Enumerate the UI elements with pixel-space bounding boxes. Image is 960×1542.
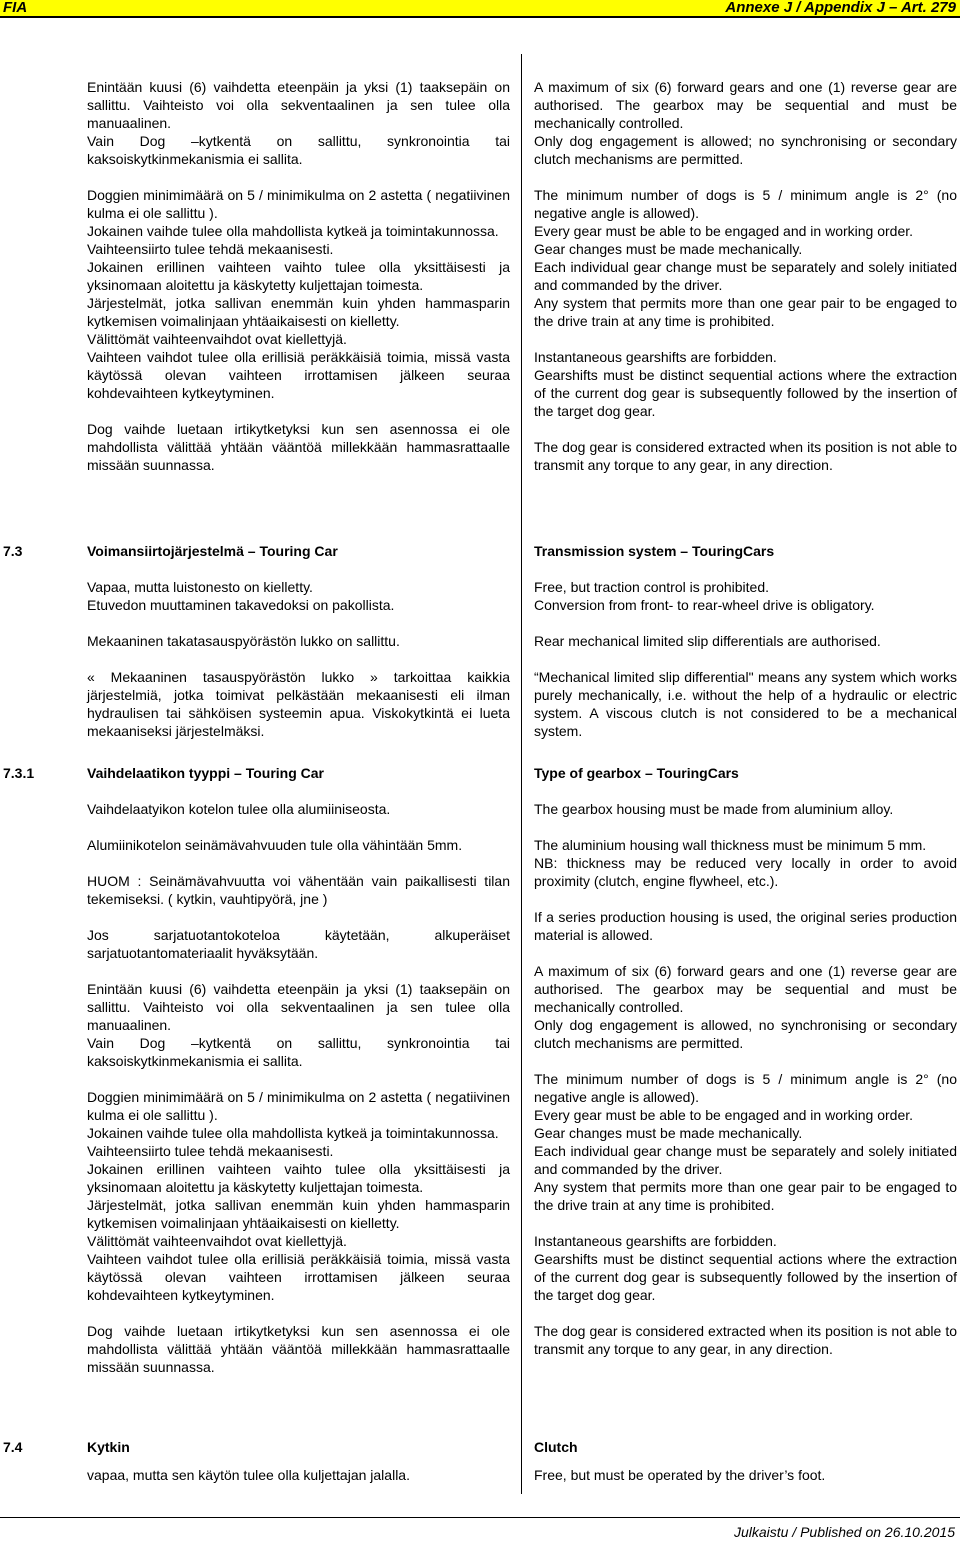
- section-7-4-fi: [87, 1438, 510, 1484]
- paragraph-gap: [87, 168, 510, 186]
- paragraph: NB: thickness may be reduced very locally in order to avoid proximity (clutch, engine flywheel, etc.).: [534, 855, 957, 889]
- column-divider: [521, 54, 522, 1494]
- paragraph: The gearbox housing must be made from aluminium alloy.: [534, 801, 894, 817]
- paragraph-gap: [534, 890, 957, 908]
- paragraph: Each individual gear change must be separately and solely initiated and commanded by the driver.: [534, 259, 957, 293]
- paragraph: Mekaaninen takatasauspyörästön lukko on sallittu.: [87, 633, 400, 649]
- paragraph: Dog vaihde luetaan irtikytketyksi kun sen asennossa ei ole mahdollista välittää yhtään vääntöä millekkään hammasrattaalle missään suunnassa.: [87, 1323, 510, 1375]
- paragraph: Instantaneous gearshifts are forbidden.: [534, 1233, 777, 1249]
- paragraph: Enintään kuusi (6) vaihdetta eteenpäin ja yksi (1) taaksepäin on sallittu. Vaihteisto voi olla sekventaalinen ja sen tulee olla manuaalinen.: [87, 79, 510, 131]
- paragraph: Jokainen erillinen vaihteen vaihto tulee olla yksittäisesti ja yksinomaan aloitettu ja käskytetty kuljettajan toimesta.: [87, 1161, 510, 1195]
- paragraph: Rear mechanical limited slip differentials are authorised.: [534, 633, 881, 649]
- paragraph: The minimum number of dogs is 5 / minimum angle is 2° (no negative angle is allowed).: [534, 1071, 957, 1105]
- paragraph: Jokainen erillinen vaihteen vaihto tulee olla yksittäisesti ja yksinomaan aloitettu ja käskytetty kuljettajan toimesta.: [87, 259, 510, 293]
- paragraph: Doggien minimimäärä on 5 / minimikulma on 2 astetta ( negatiivinen kulma ei ole sallittu ).: [87, 187, 510, 221]
- paragraph: If a series production housing is used, the original series production material is allowed.: [534, 909, 957, 943]
- paragraph: Vain Dog –kytkentä on sallittu, synkronointia tai kaksoiskytkinmekanismia ei sallita.: [87, 133, 510, 167]
- header-left: FIA: [3, 0, 28, 16]
- paragraph-gap: [534, 1214, 957, 1232]
- paragraph: Free, but must be operated by the driver’s foot.: [534, 1467, 826, 1483]
- paragraph: Each individual gear change must be separately and solely initiated and commanded by the driver.: [534, 1143, 957, 1177]
- paragraph-gap: [87, 962, 510, 980]
- section-number: 7.4: [3, 1439, 23, 1455]
- paragraph: Only dog engagement is allowed, no synchronising or secondary clutch mechanisms are permitted.: [534, 1017, 957, 1051]
- section-7-3-1-fi: [87, 764, 510, 1376]
- paragraph: Any system that permits more than one gear pair to be engaged to the drive train at any time is prohibited.: [534, 295, 957, 329]
- paragraph: Gear changes must be made mechanically.: [534, 241, 803, 257]
- paragraph: Free, but traction control is prohibited.: [534, 579, 770, 595]
- section-7-4-en: [534, 1438, 957, 1484]
- paragraph: Alumiinikotelon seinämävahvuuden tule olla vähintään 5mm.: [87, 837, 463, 853]
- paragraph-gap: [534, 330, 957, 348]
- page-header-bar: [0, 0, 960, 18]
- paragraph: A maximum of six (6) forward gears and one (1) reverse gear are authorised. The gearbox may be sequential and must be mechanically controlled.: [534, 963, 957, 1015]
- paragraph: The minimum number of dogs is 5 / minimum angle is 2° (no negative angle is allowed).: [534, 187, 957, 221]
- section-7-4-fi-body: [87, 1466, 510, 1484]
- section-title-en: Type of gearbox – TouringCars: [534, 765, 739, 781]
- section-number: 7.3.1: [3, 765, 35, 781]
- paragraph: « Mekaaninen tasauspyörästön lukko » tarkoittaa kaikkia järjestelmiä, jotka toimivat pelkästään mekaanisesti eli ilman hydraulisen tai sähköisen systeemin apua. Viskokytkintä ei lueta mekaaniseksi järjestelmäksi.: [87, 669, 510, 739]
- paragraph: Conversion from front- to rear-wheel drive is obligatory.: [534, 597, 875, 613]
- paragraph: Jokainen vaihde tulee olla mahdollista kytkeä ja toimintakunnossa.: [87, 223, 499, 239]
- section-title-fi: Voimansiirtojärjestelmä – Touring Car: [87, 543, 338, 559]
- paragraph-gap: [87, 614, 510, 632]
- section-7-3-1-en: [534, 764, 957, 1358]
- section-7-3-en: [534, 542, 957, 740]
- paragraph: Vain Dog –kytkentä on sallittu, synkronointia tai kaksoiskytkinmekanismia ei sallita.: [87, 1035, 510, 1069]
- paragraph: Every gear must be able to be engaged and in working order.: [534, 223, 914, 239]
- paragraph: Vaihteensiirto tulee tehdä mekaanisesti.: [87, 241, 334, 257]
- paragraph: Any system that permits more than one gear pair to be engaged to the drive train at any time is prohibited.: [534, 1179, 957, 1213]
- paragraph-gap: [87, 650, 510, 668]
- footer-published: Julkaistu / Published on 26.10.2015: [733, 1524, 955, 1540]
- section-7-3-en-body: [534, 578, 957, 740]
- paragraph-gap: [87, 1304, 510, 1322]
- section-title-en: Clutch: [534, 1439, 578, 1455]
- paragraph: Gearshifts must be distinct sequential actions where the extraction of the current dog gear is subsequently followed by the insertion of the target dog gear.: [534, 1251, 957, 1303]
- paragraph: Instantaneous gearshifts are forbidden.: [534, 349, 777, 365]
- section-number: 7.3: [3, 543, 23, 559]
- paragraph-gap: [534, 1052, 957, 1070]
- paragraph-gap: [87, 854, 510, 872]
- paragraph-gap: [87, 818, 510, 836]
- paragraph: Välittömät vaihteenvaihdot ovat kiellettyjä.: [87, 1233, 347, 1249]
- paragraph: Every gear must be able to be engaged and in working order.: [534, 1107, 914, 1123]
- section-7-3-fi: [87, 542, 510, 740]
- paragraph: Jokainen vaihde tulee olla mahdollista kytkeä ja toimintakunnossa.: [87, 1125, 499, 1141]
- paragraph: Järjestelmät, jotka sallivan enemmän kuin yhden hammasparin kytkemisen voimalinjaan yhtäaikaisesti on kielletty.: [87, 1197, 510, 1231]
- paragraph-gap: [534, 944, 957, 962]
- paragraph: Gear changes must be made mechanically.: [534, 1125, 803, 1141]
- paragraph: Etuvedon muuttaminen takavedoksi on pakollista.: [87, 597, 395, 613]
- section-title-en: Transmission system – TouringCars: [534, 543, 775, 559]
- paragraph: Enintään kuusi (6) vaihdetta eteenpäin ja yksi (1) taaksepäin on sallittu. Vaihteisto voi olla sekventaalinen ja sen tulee olla manuaalinen.: [87, 981, 510, 1033]
- section-title-fi: Vaihdelaatikon tyyppi – Touring Car: [87, 765, 325, 781]
- paragraph: Only dog engagement is allowed; no synchronising or secondary clutch mechanisms are permitted.: [534, 133, 957, 167]
- paragraph-gap: [87, 402, 510, 420]
- paragraph: Välittömät vaihteenvaihdot ovat kiellettyjä.: [87, 331, 347, 347]
- paragraph: Vaihdelaatyikon kotelon tulee olla alumiiniseosta.: [87, 801, 391, 817]
- footer-rule: [0, 1517, 960, 1518]
- paragraph-gap: [534, 614, 957, 632]
- section-7-3-fi-body: [87, 578, 510, 740]
- paragraph-gap: [87, 908, 510, 926]
- paragraph-gap: [534, 168, 957, 186]
- paragraph: Gearshifts must be distinct sequential actions where the extraction of the current dog gear is subsequently followed by the insertion of the target dog gear.: [534, 367, 957, 419]
- top-en-column: [534, 78, 957, 474]
- paragraph: Vaihteen vaihdot tulee olla erillisiä peräkkäisiä toimia, missä vasta käytössä olevan vaihteen irrottamisen jälkeen seuraa kohdevaihteen kytkeytyminen.: [87, 1251, 510, 1303]
- paragraph: The aluminium housing wall thickness must be minimum 5 mm.: [534, 837, 927, 853]
- paragraph: The dog gear is considered extracted when its position is not able to transmit any torque to any gear, in any direction.: [534, 1323, 957, 1357]
- header-right: Annexe J / Appendix J – Art. 279: [725, 0, 956, 16]
- paragraph-gap: [534, 650, 957, 668]
- section-title-fi: Kytkin: [87, 1439, 130, 1455]
- paragraph: Vaihteensiirto tulee tehdä mekaanisesti.: [87, 1143, 334, 1159]
- section-7-3-1-fi-body: [87, 800, 510, 1376]
- paragraph-gap: [87, 1070, 510, 1088]
- paragraph: The dog gear is considered extracted when its position is not able to transmit any torque to any gear, in any direction.: [534, 439, 957, 473]
- paragraph-gap: [534, 1304, 957, 1322]
- section-7-3-1-en-body: [534, 800, 957, 1358]
- paragraph: Vaihteen vaihdot tulee olla erillisiä peräkkäisiä toimia, missä vasta käytössä olevan vaihteen irrottamisen jälkeen seuraa kohdevaihteen kytkeytyminen.: [87, 349, 510, 401]
- paragraph: Doggien minimimäärä on 5 / minimikulma on 2 astetta ( negatiivinen kulma ei ole sallittu ).: [87, 1089, 510, 1123]
- section-7-4-en-body: [534, 1466, 957, 1484]
- paragraph: Vapaa, mutta luistonesto on kielletty.: [87, 579, 313, 595]
- paragraph-gap: [534, 818, 957, 836]
- paragraph: Dog vaihde luetaan irtikytketyksi kun sen asennossa ei ole mahdollista välittää yhtään vääntöä millekkään hammasrattaalle missään suunnassa.: [87, 421, 510, 473]
- paragraph-gap: [534, 420, 957, 438]
- paragraph: Jos sarjatuotantokoteloa käytetään, alkuperäiset sarjatuotantomateriaalit hyväksytään.: [87, 927, 510, 961]
- paragraph: “Mechanical limited slip differential" means any system which works purely mechanically, i.e. without the help of a hydraulic or electric system. A viscous clutch is not considered to be a mechanical system.: [534, 669, 957, 739]
- top-fi-column: [87, 78, 510, 474]
- paragraph: HUOM : Seinämävahvuutta voi vähentään vain paikallisesti tilan tekemiseksi. ( kytkin, vauhtipyörä, jne ): [87, 873, 510, 907]
- paragraph: Järjestelmät, jotka sallivan enemmän kuin yhden hammasparin kytkemisen voimalinjaan yhtäaikaisesti on kielletty.: [87, 295, 510, 329]
- paragraph: A maximum of six (6) forward gears and one (1) reverse gear are authorised. The gearbox may be sequential and must be mechanically controlled.: [534, 79, 957, 131]
- paragraph: vapaa, mutta sen käytön tulee olla kuljettajan jalalla.: [87, 1467, 410, 1483]
